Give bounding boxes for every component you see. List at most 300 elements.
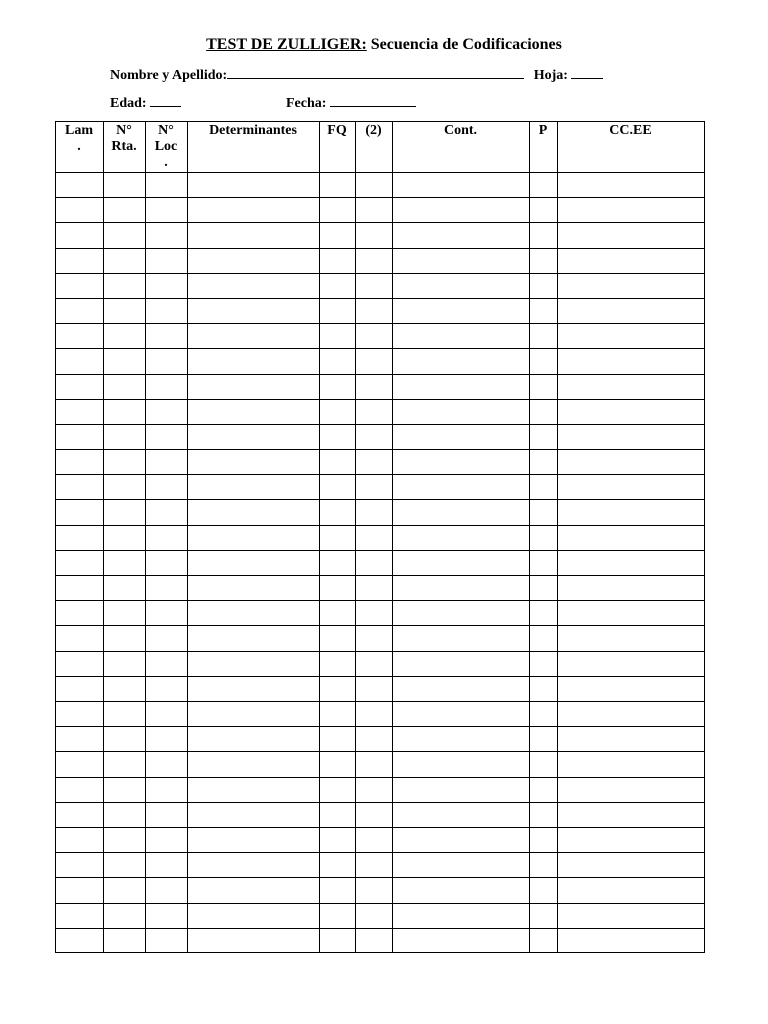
- table-cell[interactable]: [319, 348, 355, 373]
- table-cell[interactable]: [103, 827, 145, 852]
- table-cell[interactable]: [355, 374, 392, 399]
- table-cell[interactable]: [145, 827, 187, 852]
- table-cell[interactable]: [355, 474, 392, 499]
- table-row-line: [55, 802, 705, 803]
- table-cell[interactable]: [392, 399, 529, 424]
- table-row-line: [55, 474, 705, 475]
- table-cell[interactable]: [187, 777, 319, 802]
- table-cell[interactable]: [319, 802, 355, 827]
- table-cell[interactable]: [355, 625, 392, 650]
- table-cell[interactable]: [187, 399, 319, 424]
- table-cell[interactable]: [529, 298, 557, 323]
- sheet-field[interactable]: [571, 66, 603, 79]
- table-cell[interactable]: [392, 499, 529, 524]
- table-cell[interactable]: [187, 625, 319, 650]
- table-cell[interactable]: [55, 348, 103, 373]
- table-cell[interactable]: [55, 197, 103, 222]
- table-cell[interactable]: [319, 903, 355, 928]
- table-cell[interactable]: [392, 777, 529, 802]
- table-cell[interactable]: [55, 575, 103, 600]
- table-row-line: [55, 248, 705, 249]
- name-label: Nombre y Apellido:: [110, 68, 228, 83]
- column-header: Lam .: [65, 123, 93, 154]
- table-cell[interactable]: [529, 222, 557, 247]
- table-cell[interactable]: [355, 172, 392, 197]
- table-cell[interactable]: [187, 928, 319, 953]
- table-cell[interactable]: [319, 726, 355, 751]
- table-cell[interactable]: [145, 374, 187, 399]
- table-cell[interactable]: [557, 197, 704, 222]
- table-cell[interactable]: [103, 424, 145, 449]
- table-cell[interactable]: [319, 600, 355, 625]
- table-cell[interactable]: [319, 751, 355, 776]
- table-cell[interactable]: [187, 802, 319, 827]
- table-cell[interactable]: [145, 575, 187, 600]
- table-cell[interactable]: [187, 222, 319, 247]
- table-cell[interactable]: [392, 474, 529, 499]
- table-cell[interactable]: [187, 323, 319, 348]
- name-field[interactable]: [227, 66, 524, 79]
- table-cell[interactable]: [319, 449, 355, 474]
- table-cell[interactable]: [392, 298, 529, 323]
- table-cell[interactable]: [145, 222, 187, 247]
- table-cell[interactable]: [103, 348, 145, 373]
- table-cell[interactable]: [55, 298, 103, 323]
- table-cell[interactable]: [319, 248, 355, 273]
- table-cell[interactable]: [103, 600, 145, 625]
- table-cell[interactable]: [529, 525, 557, 550]
- table-cell[interactable]: [355, 852, 392, 877]
- table-cell[interactable]: [103, 701, 145, 726]
- age-field[interactable]: [150, 94, 181, 107]
- table-cell[interactable]: [355, 676, 392, 701]
- table-cell[interactable]: [557, 374, 704, 399]
- table-cell[interactable]: [145, 651, 187, 676]
- table-cell[interactable]: [392, 273, 529, 298]
- table-cell[interactable]: [529, 777, 557, 802]
- table-cell[interactable]: [355, 777, 392, 802]
- table-cell[interactable]: [103, 852, 145, 877]
- table-cell[interactable]: [557, 298, 704, 323]
- table-cell[interactable]: [529, 197, 557, 222]
- table-row-line: [55, 625, 705, 626]
- table-cell[interactable]: [355, 348, 392, 373]
- sheet-label: Hoja:: [533, 68, 568, 83]
- table-cell[interactable]: [355, 726, 392, 751]
- table-cell[interactable]: [145, 424, 187, 449]
- table-cell[interactable]: [55, 877, 103, 902]
- table-cell[interactable]: [145, 600, 187, 625]
- table-cell[interactable]: [319, 323, 355, 348]
- table-cell[interactable]: [392, 550, 529, 575]
- table-cell[interactable]: [103, 651, 145, 676]
- table-cell[interactable]: [529, 499, 557, 524]
- table-row-line: [55, 273, 705, 274]
- table-cell[interactable]: [187, 903, 319, 928]
- table-cell[interactable]: [187, 424, 319, 449]
- table-cell[interactable]: [319, 701, 355, 726]
- table-cell[interactable]: [529, 903, 557, 928]
- table-cell[interactable]: [55, 676, 103, 701]
- table-cell[interactable]: [319, 575, 355, 600]
- date-field[interactable]: [330, 94, 416, 107]
- table-cell[interactable]: [529, 374, 557, 399]
- table-cell[interactable]: [187, 676, 319, 701]
- table-cell[interactable]: [55, 852, 103, 877]
- table-cell[interactable]: [529, 172, 557, 197]
- table-cell[interactable]: [355, 399, 392, 424]
- table-cell[interactable]: [187, 726, 319, 751]
- table-cell[interactable]: [103, 374, 145, 399]
- table-cell[interactable]: [355, 449, 392, 474]
- table-cell[interactable]: [103, 777, 145, 802]
- table-cell[interactable]: [557, 928, 704, 953]
- table-cell[interactable]: [145, 474, 187, 499]
- table-cell[interactable]: [145, 323, 187, 348]
- table-cell[interactable]: [355, 525, 392, 550]
- table-cell[interactable]: [187, 197, 319, 222]
- table-cell[interactable]: [392, 424, 529, 449]
- table-cell[interactable]: [103, 550, 145, 575]
- table-cell[interactable]: [557, 777, 704, 802]
- table-cell[interactable]: [355, 575, 392, 600]
- table-cell[interactable]: [187, 877, 319, 902]
- table-cell[interactable]: [392, 197, 529, 222]
- table-cell[interactable]: [557, 726, 704, 751]
- table-cell[interactable]: [319, 424, 355, 449]
- table-cell[interactable]: [529, 323, 557, 348]
- table-cell[interactable]: [145, 298, 187, 323]
- table-cell[interactable]: [103, 197, 145, 222]
- table-cell[interactable]: [103, 499, 145, 524]
- table-cell[interactable]: [557, 827, 704, 852]
- table-cell[interactable]: [103, 222, 145, 247]
- table-cell[interactable]: [55, 751, 103, 776]
- table-cell[interactable]: [55, 525, 103, 550]
- table-cell[interactable]: [55, 499, 103, 524]
- table-cell[interactable]: [145, 802, 187, 827]
- table-cell[interactable]: [55, 802, 103, 827]
- table-cell[interactable]: [355, 802, 392, 827]
- table-cell[interactable]: [557, 903, 704, 928]
- table-cell[interactable]: [55, 625, 103, 650]
- table-cell[interactable]: [187, 449, 319, 474]
- table-cell[interactable]: [392, 600, 529, 625]
- table-cell[interactable]: [145, 726, 187, 751]
- table-cell[interactable]: [319, 172, 355, 197]
- table-cell[interactable]: [319, 852, 355, 877]
- table-cell[interactable]: [103, 625, 145, 650]
- table-cell[interactable]: [392, 625, 529, 650]
- column-header: FQ: [327, 123, 347, 138]
- table-cell[interactable]: [187, 525, 319, 550]
- table-cell[interactable]: [103, 726, 145, 751]
- table-cell[interactable]: [187, 751, 319, 776]
- table-cell[interactable]: [529, 726, 557, 751]
- table-cell[interactable]: [529, 877, 557, 902]
- table-cell[interactable]: [529, 751, 557, 776]
- table-cell[interactable]: [557, 222, 704, 247]
- table-cell[interactable]: [392, 575, 529, 600]
- table-cell[interactable]: [557, 474, 704, 499]
- table-cell[interactable]: [355, 651, 392, 676]
- table-cell[interactable]: [392, 928, 529, 953]
- table-cell[interactable]: [392, 852, 529, 877]
- table-cell[interactable]: [145, 676, 187, 701]
- table-cell[interactable]: [55, 374, 103, 399]
- table-cell[interactable]: [55, 550, 103, 575]
- table-cell[interactable]: [355, 928, 392, 953]
- table-cell[interactable]: [319, 827, 355, 852]
- table-cell[interactable]: [557, 751, 704, 776]
- table-cell[interactable]: [392, 751, 529, 776]
- table-cell[interactable]: [557, 625, 704, 650]
- table-cell[interactable]: [103, 802, 145, 827]
- table-cell[interactable]: [529, 600, 557, 625]
- table-cell[interactable]: [319, 928, 355, 953]
- table-cell[interactable]: [529, 802, 557, 827]
- table-cell[interactable]: [319, 777, 355, 802]
- table-cell[interactable]: [319, 877, 355, 902]
- table-cell[interactable]: [145, 449, 187, 474]
- table-cell[interactable]: [355, 550, 392, 575]
- table-cell[interactable]: [355, 600, 392, 625]
- table-cell[interactable]: [319, 625, 355, 650]
- table-cell[interactable]: [529, 449, 557, 474]
- table-cell[interactable]: [392, 374, 529, 399]
- table-cell[interactable]: [529, 928, 557, 953]
- table-cell[interactable]: [55, 424, 103, 449]
- table-cell[interactable]: [103, 449, 145, 474]
- table-cell[interactable]: [55, 172, 103, 197]
- table-cell[interactable]: [557, 348, 704, 373]
- table-cell[interactable]: [103, 323, 145, 348]
- table-cell[interactable]: [145, 777, 187, 802]
- table-cell[interactable]: [145, 525, 187, 550]
- column-header: (2): [365, 123, 382, 138]
- table-cell[interactable]: [319, 273, 355, 298]
- table-cell[interactable]: [145, 903, 187, 928]
- table-cell[interactable]: [103, 273, 145, 298]
- table-cell[interactable]: [529, 575, 557, 600]
- table-cell[interactable]: [355, 701, 392, 726]
- table-cell[interactable]: [319, 374, 355, 399]
- table-cell[interactable]: [557, 323, 704, 348]
- table-cell[interactable]: [145, 625, 187, 650]
- table-cell[interactable]: [187, 348, 319, 373]
- table-cell[interactable]: [103, 172, 145, 197]
- table-cell[interactable]: [103, 525, 145, 550]
- table-cell[interactable]: [392, 676, 529, 701]
- table-cell[interactable]: [187, 852, 319, 877]
- table-cell[interactable]: [392, 701, 529, 726]
- table-cell[interactable]: [103, 903, 145, 928]
- table-cell[interactable]: [55, 827, 103, 852]
- table-cell[interactable]: [529, 701, 557, 726]
- table-cell[interactable]: [55, 399, 103, 424]
- table-cell[interactable]: [557, 499, 704, 524]
- table-cell[interactable]: [392, 726, 529, 751]
- table-cell[interactable]: [55, 449, 103, 474]
- table-cell[interactable]: [319, 525, 355, 550]
- table-cell[interactable]: [103, 928, 145, 953]
- table-cell[interactable]: [103, 877, 145, 902]
- table-cell[interactable]: [355, 197, 392, 222]
- table-cell[interactable]: [187, 550, 319, 575]
- table-cell[interactable]: [392, 248, 529, 273]
- table-cell[interactable]: [55, 273, 103, 298]
- table-cell[interactable]: [55, 323, 103, 348]
- table-cell[interactable]: [392, 651, 529, 676]
- table-cell[interactable]: [557, 852, 704, 877]
- table-cell[interactable]: [355, 827, 392, 852]
- table-cell[interactable]: [355, 877, 392, 902]
- table-cell[interactable]: [529, 273, 557, 298]
- table-cell[interactable]: [557, 449, 704, 474]
- table-cell[interactable]: [187, 701, 319, 726]
- table-cell[interactable]: [319, 474, 355, 499]
- table-cell[interactable]: [103, 248, 145, 273]
- table-cell[interactable]: [187, 298, 319, 323]
- table-cell[interactable]: [529, 651, 557, 676]
- table-cell[interactable]: [145, 399, 187, 424]
- table-cell[interactable]: [392, 323, 529, 348]
- table-cell[interactable]: [529, 550, 557, 575]
- table-cell[interactable]: [187, 474, 319, 499]
- table-column-line: [529, 121, 530, 953]
- table-cell[interactable]: [319, 197, 355, 222]
- table-cell[interactable]: [55, 651, 103, 676]
- table-cell[interactable]: [529, 676, 557, 701]
- table-cell[interactable]: [55, 903, 103, 928]
- table-cell[interactable]: [557, 701, 704, 726]
- table-cell[interactable]: [55, 474, 103, 499]
- table-cell[interactable]: [355, 273, 392, 298]
- table-cell[interactable]: [187, 273, 319, 298]
- table-cell[interactable]: [103, 751, 145, 776]
- table-cell[interactable]: [355, 751, 392, 776]
- table-cell[interactable]: [529, 625, 557, 650]
- table-cell[interactable]: [557, 424, 704, 449]
- table-cell[interactable]: [145, 172, 187, 197]
- table-cell[interactable]: [319, 499, 355, 524]
- table-cell[interactable]: [529, 424, 557, 449]
- table-cell[interactable]: [187, 248, 319, 273]
- table-cell[interactable]: [55, 600, 103, 625]
- table-cell[interactable]: [145, 348, 187, 373]
- table-cell[interactable]: [392, 222, 529, 247]
- table-cell[interactable]: [392, 348, 529, 373]
- table-cell[interactable]: [187, 600, 319, 625]
- table-cell[interactable]: [355, 298, 392, 323]
- table-cell[interactable]: [319, 550, 355, 575]
- table-cell[interactable]: [557, 600, 704, 625]
- table-column-line: [392, 121, 393, 953]
- table-cell[interactable]: [355, 903, 392, 928]
- table-cell[interactable]: [145, 852, 187, 877]
- table-cell[interactable]: [319, 676, 355, 701]
- table-cell[interactable]: [557, 273, 704, 298]
- table-cell[interactable]: [319, 298, 355, 323]
- table-row-line: [55, 827, 705, 828]
- table-cell[interactable]: [557, 802, 704, 827]
- table-row-line: [55, 726, 705, 727]
- page-title: [0, 36, 768, 54]
- table-cell[interactable]: [392, 877, 529, 902]
- table-cell[interactable]: [103, 474, 145, 499]
- table-cell[interactable]: [557, 651, 704, 676]
- table-cell[interactable]: [55, 928, 103, 953]
- table-cell[interactable]: [145, 928, 187, 953]
- table-cell[interactable]: [355, 424, 392, 449]
- table-cell[interactable]: [392, 525, 529, 550]
- table-cell[interactable]: [103, 298, 145, 323]
- table-cell[interactable]: [55, 726, 103, 751]
- table-cell[interactable]: [355, 323, 392, 348]
- table-cell[interactable]: [55, 777, 103, 802]
- table-cell[interactable]: [55, 248, 103, 273]
- table-cell[interactable]: [557, 399, 704, 424]
- table-cell[interactable]: [392, 802, 529, 827]
- table-cell[interactable]: [557, 248, 704, 273]
- table-cell[interactable]: [145, 877, 187, 902]
- table-cell[interactable]: [103, 676, 145, 701]
- column-header: P: [538, 123, 548, 138]
- table-cell[interactable]: [187, 651, 319, 676]
- table-cell[interactable]: [529, 248, 557, 273]
- table-cell[interactable]: [145, 751, 187, 776]
- table-cell[interactable]: [103, 399, 145, 424]
- table-cell[interactable]: [557, 172, 704, 197]
- table-cell[interactable]: [187, 172, 319, 197]
- table-cell[interactable]: [187, 575, 319, 600]
- table-cell[interactable]: [55, 222, 103, 247]
- table-cell[interactable]: [103, 575, 145, 600]
- table-cell[interactable]: [557, 550, 704, 575]
- table-cell[interactable]: [392, 827, 529, 852]
- table-cell[interactable]: [55, 701, 103, 726]
- table-cell[interactable]: [557, 575, 704, 600]
- age-label: Edad:: [110, 96, 147, 111]
- table-cell[interactable]: [355, 499, 392, 524]
- table-cell[interactable]: [187, 499, 319, 524]
- table-cell[interactable]: [145, 701, 187, 726]
- table-cell[interactable]: [145, 273, 187, 298]
- table-cell[interactable]: [319, 222, 355, 247]
- table-cell[interactable]: [529, 399, 557, 424]
- table-cell[interactable]: [392, 449, 529, 474]
- table-cell[interactable]: [557, 877, 704, 902]
- table-cell[interactable]: [145, 499, 187, 524]
- table-cell[interactable]: [529, 348, 557, 373]
- table-cell[interactable]: [145, 248, 187, 273]
- table-cell[interactable]: [187, 827, 319, 852]
- table-cell[interactable]: [529, 852, 557, 877]
- table-cell[interactable]: [392, 172, 529, 197]
- table-cell[interactable]: [145, 550, 187, 575]
- table-cell[interactable]: [355, 248, 392, 273]
- table-cell[interactable]: [557, 525, 704, 550]
- table-cell[interactable]: [529, 474, 557, 499]
- table-cell[interactable]: [355, 222, 392, 247]
- table-cell[interactable]: [319, 399, 355, 424]
- table-cell[interactable]: [392, 903, 529, 928]
- table-cell[interactable]: [529, 827, 557, 852]
- table-cell[interactable]: [187, 374, 319, 399]
- table-cell[interactable]: [319, 651, 355, 676]
- table-cell[interactable]: [557, 676, 704, 701]
- table-cell[interactable]: [145, 197, 187, 222]
